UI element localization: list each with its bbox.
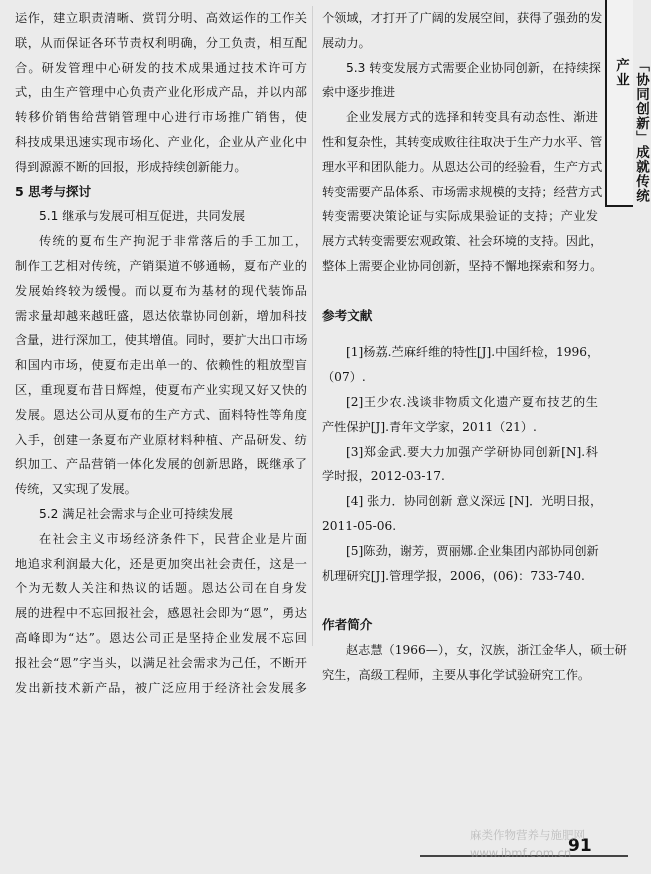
subsection-heading: 5.2 满足社会需求与企业可持续发展: [39, 506, 233, 521]
text-line: 制作工艺相对传统，产销渠道不够通畅，夏布产业的: [15, 258, 307, 273]
reference-line: 产性保护[J].青年文学家，2011（21）.: [322, 419, 537, 434]
paragraph-5-3: [322, 105, 603, 279]
text-line: 企业发展方式的选择和转变具有动态性、渐进: [346, 110, 598, 125]
watermark-line: www.ibmf.com.cn: [470, 846, 572, 860]
text-line: 个领域，才打开了广阔的发展空间，获得了强劲的发: [322, 11, 603, 25]
paragraph-5-1: [15, 229, 307, 502]
column-divider: [312, 6, 313, 646]
text-line: 和国内市场，使夏布走出单一的、依赖性的粗放型盲: [15, 358, 307, 373]
subsection-heading-5-3: [322, 56, 601, 106]
page-number: 91: [568, 836, 592, 856]
text-line: 织加工、产品营销一体化发展的创新思路，既继承了: [15, 457, 307, 472]
reference-line: [5]陈劲，谢芳，贾丽娜.企业集团内部协同创新: [346, 543, 599, 558]
text-line: 发展。恩达公司从夏布的生产方式、面料特性等角度: [15, 407, 307, 422]
section-sidebar-tab: [605, 0, 649, 207]
subsection-heading: 5.1 继承与发展可相互促进，共同发展: [39, 209, 246, 224]
text-line: 式，由生产管理中心负责产业化形成产品，并以内部: [15, 85, 307, 100]
text-line: 地追求利润最大化，还是更加突出社会责任，这是一: [15, 556, 307, 571]
text-line: 发展始终较为缓慢。而以夏布为基材的现代装饰品: [15, 283, 307, 298]
text-line: 发出新技术新产品，被广泛应用于经济社会发展多: [15, 680, 307, 695]
reference-line: [1]杨荔.苎麻纤维的特性[J].中国纤检，1996，: [346, 345, 600, 360]
text-line: 需求量却越来越旺盛，恩达依靠协同创新，增加科技: [15, 308, 307, 323]
reference-item: [322, 440, 598, 490]
text-line: 传统的夏布生产拘泥于非常落后的手工加工，: [39, 234, 307, 249]
text-line: 转变需要决策论证与实际成果验证的支持；产业发: [322, 209, 598, 224]
author-bio: [322, 638, 627, 688]
text-line: 入手，创建一条夏布产业原材料种植、产品研发、纺: [15, 432, 307, 447]
paragraph-5-2: [15, 527, 307, 701]
reference-line: 2011-05-06.: [322, 518, 397, 533]
subsection-heading-line: 索中逐步推进: [322, 85, 396, 100]
text-line: 报社会“恩”字当头，以满足社会需求为己任，不断开: [15, 655, 307, 670]
reference-list: [322, 340, 603, 588]
reference-item: [322, 489, 603, 539]
text-line: 展的进程中不忘回报社会，感恩社会即为“恩”，勇达: [15, 606, 307, 621]
watermark: [470, 826, 585, 862]
text-line: 联，从而保证各环节责权利明确，分工负责，相互配: [15, 35, 307, 50]
text-line: 运作，建立职责清晰、赏罚分明、高效运作的工作关: [15, 11, 307, 25]
text-line: 传统，又实现了发展。: [15, 482, 137, 497]
reference-line: 学时报，2012-03-17.: [322, 469, 445, 484]
text-line: 整体上需要企业协同创新，坚持不懈地探索和努力。: [322, 258, 603, 273]
text-line: 赵志慧（1966—），女，汉族，浙江金华人，硕士研: [346, 642, 627, 657]
text-line: 含量，进行深加工，使其增值。同时，要扩大出口市场: [15, 333, 308, 348]
reference-line: [4] 张力．协同创新 意义深远 [N]．光明日报，: [346, 494, 603, 509]
references-heading: 参考文献: [322, 307, 373, 323]
continued-paragraph: [322, 6, 603, 56]
watermark-line: 麻类作物营养与施肥网: [470, 828, 585, 842]
text-line: 展方式转变需要宏观政策、社会环境的支持。因此，: [322, 234, 603, 249]
text-line: 转变需要产品体系、市场需求规模的支持；经营方式: [322, 184, 603, 199]
sidebar-label: 「协同创新」成就传统产业: [613, 58, 649, 203]
reference-line: [2]王少农.浅谈非物质文化遗产夏布技艺的生: [346, 394, 598, 409]
text-line: 理水平和团队能力。从恩达公司的经验看，生产方式: [322, 159, 603, 174]
reference-line: 机理研究[J].管理学报，2006，(06)：733-740.: [322, 568, 585, 583]
reference-line: （07）.: [322, 370, 366, 385]
left-column: [15, 6, 307, 700]
right-column: [322, 6, 627, 688]
text-line: 展动力。: [322, 35, 371, 50]
section-heading: 5 思考与探讨: [15, 183, 92, 199]
text-line: 在社会主义市场经济条件下，民营企业是片面: [39, 531, 307, 546]
text-line: 高峰即为“达”。恩达公司正是坚持企业发展不忘回: [15, 630, 307, 645]
text-line: 区，重现夏布昔日辉煌，使夏布产业实现又好又快的: [15, 382, 307, 397]
reference-line: [3]郑金武.要大力加强产学研协同创新[N].科: [346, 444, 598, 459]
continued-paragraph: [15, 6, 307, 180]
text-line: 转移价销售给营销管理中心进行市场推广销售，使: [15, 110, 307, 125]
text-line: 究生，高级工程师，主要从事化学试验研究工作。: [322, 667, 591, 682]
author-heading: 作者简介: [322, 617, 373, 633]
text-line: 合。研发管理中心研发的技术成果通过技术许可方: [15, 60, 307, 75]
spacer: [322, 588, 598, 613]
spacer: [322, 279, 598, 304]
text-line: 性和复杂性，其转变成败往往取决于生产力水平、管: [322, 134, 603, 149]
text-line: 个为无数人关注和热议的话题。恩达公司在自身发: [15, 581, 307, 596]
reference-item: [322, 340, 598, 390]
reference-item: [322, 539, 598, 589]
text-line: 得到源源不断的回报，形成持续创新能力。: [15, 159, 247, 174]
subsection-heading-line: 5.3 转变发展方式需要企业协同创新，在持续探: [346, 60, 601, 75]
text-line: 科技成果迅速实现市场化、产业化，企业从产业化中: [15, 134, 307, 149]
reference-item: [322, 390, 598, 440]
spacer: [322, 328, 598, 340]
